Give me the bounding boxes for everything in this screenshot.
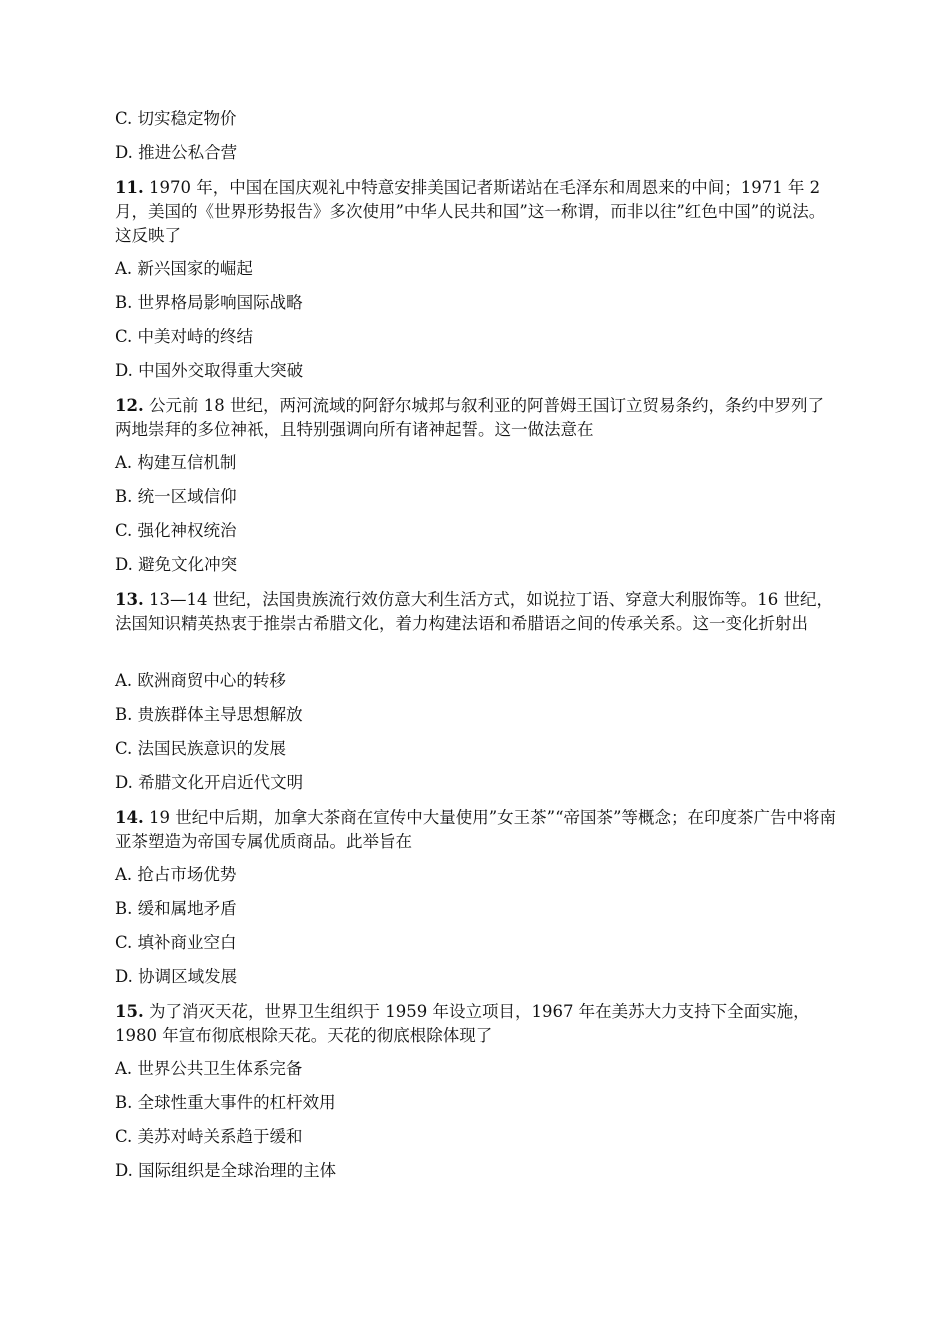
question-number: 13. <box>115 590 144 609</box>
option-14a: A. 抢占市场优势 <box>115 865 237 884</box>
option-15d: D. 国际组织是全球治理的主体 <box>115 1161 337 1180</box>
question-number: 11. <box>115 178 144 197</box>
option-12c: C. 强化神权统治 <box>115 521 237 540</box>
option-14b: B. 缓和属地矛盾 <box>115 899 237 918</box>
question-15 <box>115 1000 837 1048</box>
question-text: 公元前 18 世纪，两河流域的阿舒尔城邦与叙利亚的阿普姆王国订立贸易条约，条约中罗列了两地崇拜的多位神祇，且特别强调向所有诸神起誓。这一做法意在 <box>115 396 824 439</box>
option-12b: B. 统一区域信仰 <box>115 487 237 506</box>
question-text: 为了消灭天花，世界卫生组织于 1959 年设立项目，1967 年在美苏大力支持下全面实施，1980 年宣布彻底根除天花。天花的彻底根除体现了 <box>115 1002 810 1045</box>
option-13d: D. 希腊文化开启近代文明 <box>115 773 304 792</box>
option-10d: D. 推进公私合营 <box>115 143 238 162</box>
question-number: 14. <box>115 808 144 827</box>
option-13c: C. 法国民族意识的发展 <box>115 739 287 758</box>
option-15b: B. 全球性重大事件的杠杆效用 <box>115 1093 336 1112</box>
question-number: 12. <box>115 396 144 415</box>
option-11d: D. 中国外交取得重大突破 <box>115 361 304 380</box>
question-12 <box>115 394 837 442</box>
option-15c: C. 美苏对峙关系趋于缓和 <box>115 1127 303 1146</box>
option-11a: A. 新兴国家的崛起 <box>115 259 253 278</box>
question-text: 1970 年，中国在国庆观礼中特意安排美国记者斯诺站在毛泽东和周恩来的中间；1971 年 2 月，美国的《世界形势报告》多次使用”中华人民共和国”这一称谓，而非以往”红色中国”的说法。这反映了 <box>115 178 826 245</box>
option-13b: B. 贵族群体主导思想解放 <box>115 705 303 724</box>
option-14d: D. 协调区域发展 <box>115 967 238 986</box>
question-11 <box>115 176 837 248</box>
option-13a: A. 欧洲商贸中心的转移 <box>115 671 286 690</box>
option-10c: C. 切实稳定物价 <box>115 109 237 128</box>
question-14 <box>115 806 837 854</box>
option-11b: B. 世界格局影响国际战略 <box>115 293 303 312</box>
option-15a: A. 世界公共卫生体系完备 <box>115 1059 303 1078</box>
option-14c: C. 填补商业空白 <box>115 933 237 952</box>
question-number: 15. <box>115 1002 144 1021</box>
option-11c: C. 中美对峙的终结 <box>115 327 254 346</box>
question-13 <box>115 588 837 636</box>
question-text: 19 世纪中后期，加拿大茶商在宣传中大量使用”女王茶”“帝国茶”等概念；在印度茶广告中将南亚茶塑造为帝国专属优质商品。此举旨在 <box>115 808 836 851</box>
question-text: 13—14 世纪，法国贵族流行效仿意大利生活方式，如说拉丁语、穿意大利服饰等。16 世纪，法国知识精英热衷于推崇古希腊文化，着力构建法语和希腊语之间的传承关系。这一变化折射出 <box>115 590 833 633</box>
option-12d: D. 避免文化冲突 <box>115 555 238 574</box>
option-12a: A. 构建互信机制 <box>115 453 237 472</box>
